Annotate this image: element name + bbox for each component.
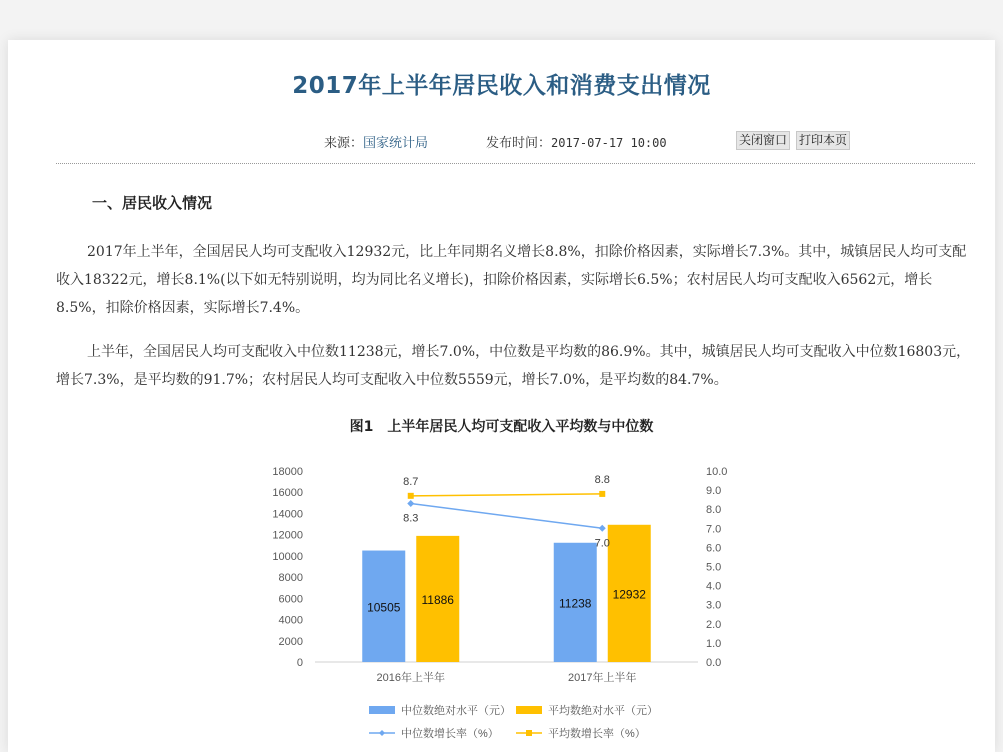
y-left-tick-label: 2000	[278, 635, 303, 648]
bar-data-label: 12932	[612, 587, 646, 602]
source-org: 国家统计局	[363, 136, 429, 151]
y-right-tick-label: 3.0	[706, 599, 722, 612]
line-point	[599, 491, 605, 497]
line-point	[407, 500, 414, 507]
line-data-label: 8.7	[403, 475, 419, 488]
legend-swatch	[369, 706, 395, 714]
y-right-tick-label: 9.0	[706, 485, 722, 498]
y-left-tick-label: 12000	[272, 529, 303, 542]
y-left-tick-label: 18000	[272, 466, 303, 478]
y-right-tick-label: 7.0	[706, 523, 722, 536]
legend-label: 平均数绝对水平（元）	[548, 705, 658, 717]
legend-marker	[379, 730, 385, 736]
bar-data-label: 10505	[367, 600, 401, 615]
y-right-tick-label: 6.0	[706, 542, 722, 555]
y-left-tick-label: 0	[296, 657, 303, 669]
y-left-tick-label: 14000	[272, 508, 303, 521]
x-tick-label: 2017年上半年	[568, 672, 637, 684]
date-value: 2017-07-17 10:00	[551, 136, 667, 150]
y-left-tick-label: 6000	[278, 593, 303, 606]
line-point	[599, 525, 606, 532]
legend-swatch	[516, 706, 542, 714]
paragraph: 上半年，全国居民人均可支配收入中位数11238元，增长7.0%，中位数是平均数的86.9%。其中，城镇居民人均可支配收入中位数16803元，增长7.3%，是平均数的91.7%；农村居民人均可支配收入中位数5559元，增长7.0%，是平均数的84.7%。	[56, 344, 971, 388]
figure-title: 图1 上半年居民人均可支配收入平均数与中位数	[349, 419, 654, 435]
y-left-tick-label: 16000	[272, 487, 303, 500]
date-label: 发布时间：	[486, 136, 552, 151]
legend-label: 中位数增长率（%）	[401, 728, 499, 740]
y-right-tick-label: 8.0	[706, 504, 722, 517]
print-page-button[interactable]: 打印本页	[796, 131, 850, 150]
series-line	[411, 494, 603, 496]
bar-data-label: 11886	[421, 592, 454, 607]
source-label: 来源：	[324, 136, 364, 151]
close-window-button[interactable]: 关闭窗口	[736, 131, 790, 150]
page-title: 2017年上半年居民收入和消费支出情况	[292, 73, 711, 99]
y-right-tick-label: 10.0	[706, 466, 728, 478]
section-heading: 一、居民收入情况	[92, 194, 213, 212]
line-data-label: 7.0	[594, 537, 610, 550]
line-data-label: 8.8	[594, 473, 610, 486]
y-right-tick-label: 5.0	[706, 561, 722, 574]
bar-data-label: 11238	[559, 596, 592, 611]
series-line	[411, 503, 603, 528]
legend-label: 平均数增长率（%）	[548, 728, 646, 740]
income-chart	[8, 40, 995, 752]
y-right-tick-label: 0.0	[706, 657, 722, 669]
y-right-tick-label: 1.0	[706, 637, 722, 650]
y-left-tick-label: 4000	[278, 614, 303, 627]
y-right-tick-label: 2.0	[706, 618, 722, 631]
paragraph: 2017年上半年，全国居民人均可支配收入12932元，比上年同期名义增长8.8%，扣除价格因素，实际增长7.3%。其中，城镇居民人均可支配收入18322元，增长8.1%(以下如无特别说明，均为同比名义增长)，扣除价格因素，实际增长6.5%；农村居民人均可支配收入6562元，增长8.5%，扣除价格因素，实际增长7.4%。	[56, 244, 967, 316]
line-data-label: 8.3	[403, 512, 419, 525]
y-left-tick-label: 8000	[278, 572, 303, 585]
y-right-tick-label: 4.0	[706, 580, 722, 593]
legend-marker	[526, 730, 532, 736]
line-point	[408, 493, 414, 499]
x-tick-label: 2016年上半年	[376, 672, 445, 684]
article-page	[8, 40, 995, 752]
y-left-tick-label: 10000	[272, 550, 303, 563]
legend-label: 中位数绝对水平（元）	[401, 705, 511, 717]
